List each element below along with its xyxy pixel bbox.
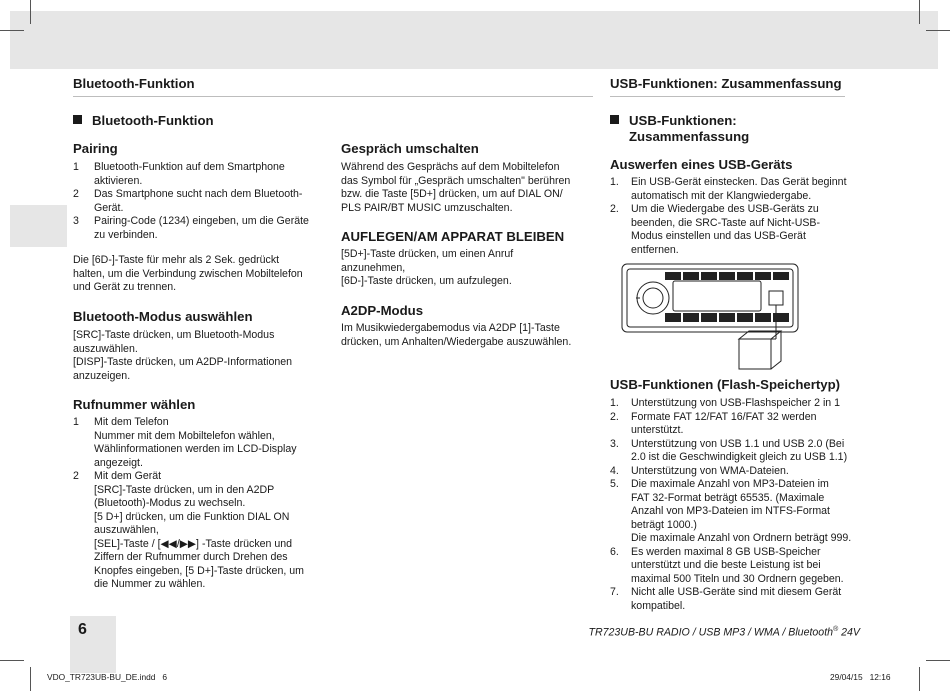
footer-product-title (589, 626, 860, 639)
left-section-rule (73, 96, 593, 97)
item-number: 1 (73, 161, 79, 173)
item-number: 2 (73, 470, 79, 482)
item-number: 5. (610, 478, 619, 490)
lcd-display (673, 281, 761, 311)
item-line: beenden, die SRC-Taste auf Nicht-USB- (631, 216, 821, 229)
list-item (73, 470, 304, 592)
item-line: aktivieren. (94, 174, 143, 187)
crop-mark (919, 667, 920, 691)
text-line: das Symbol für „Gespräch umschalten" berühren (341, 174, 571, 187)
item-line: kompatibel. (631, 599, 686, 612)
list-item (610, 438, 851, 465)
list-item (73, 416, 304, 470)
registered-mark: ® (833, 626, 839, 633)
crop-mark (0, 30, 24, 31)
hangup-title: AUFLEGEN/AM APPARAT BLEIBEN (341, 229, 565, 244)
eject-list (610, 176, 847, 257)
list-item (610, 176, 847, 203)
item-line: (Bluetooth)-Modus zu wechseln. (94, 497, 246, 509)
item-line: Modus einstellen und das USB-Gerät (631, 230, 806, 242)
list-item (610, 465, 851, 479)
radio-usb-illustration (621, 263, 861, 383)
item-line: Mit dem Gerät (94, 470, 162, 482)
item-number: 6. (610, 545, 619, 558)
bottom-button-row (665, 313, 789, 322)
item-line: Knopfes eingeben, [5 D+]-Taste drücken, um (94, 564, 304, 577)
item-line: unterstützt und die beste Leistung ist bei (631, 559, 821, 571)
text-line: [DISP]-Taste drücken, um A2DP-Informationen (73, 356, 293, 368)
item-line: Bluetooth-Funktion auf dem Smartphone (94, 161, 285, 173)
print-slug-datetime: 29/04/15 12:16 (830, 672, 891, 682)
list-item (610, 411, 851, 438)
flash-list (610, 397, 851, 613)
item-number: 2 (73, 188, 79, 200)
dial-title: Rufnummer wählen (73, 397, 196, 412)
item-line: beträgt 1000.) (631, 518, 697, 531)
item-line: Nicht alle USB-Geräte sind mit diesem Gerät (631, 586, 842, 598)
dial-list (73, 416, 304, 592)
item-line: angezeigt. (94, 456, 143, 469)
list-item (610, 203, 847, 257)
text-line: bzw. die Taste [5D+] drücken, um auf DIAL ON/ (341, 188, 563, 200)
left-section-header: Bluetooth-Funktion (73, 76, 195, 91)
item-line: auszuwählen, (94, 524, 159, 536)
header-band (10, 11, 938, 69)
item-number: 1 (73, 416, 79, 428)
bluetooth-mode-title: Bluetooth-Modus auswählen (73, 309, 253, 324)
page-number-box (70, 616, 116, 673)
footer-title-tail: 24V (838, 626, 860, 639)
item-line: Unterstützung von USB 1.1 und USB 2.0 (Bei (631, 437, 845, 450)
text-line: drücken, um Anhalten/Wiedergabe auszuwählen. (341, 335, 572, 348)
note-line: Die [6D-]-Taste für mehr als 2 Sek. gedrückt (73, 254, 280, 266)
text-line: anzunehmen, (341, 261, 406, 274)
item-line: die Nummer zu wählen. (94, 578, 206, 590)
footer-title-main: TR723UB-BU RADIO / USB MP3 / WMA / Bluetooth (588, 626, 834, 639)
text-line: anzuzeigen. (73, 369, 131, 382)
item-line: Formate FAT 12/FAT 16/FAT 32 werden (631, 410, 817, 423)
item-number: 2. (610, 410, 619, 423)
crop-mark (0, 660, 24, 661)
volume-knob-inner (643, 288, 663, 308)
page-number: 6 (78, 621, 87, 638)
crop-mark (30, 0, 31, 24)
item-line: unterstützt. (631, 424, 684, 436)
list-item (610, 478, 851, 546)
text-line: [5D+]-Taste drücken, um einen Anruf (341, 248, 514, 260)
item-line: Das Smartphone sucht nach dem Bluetooth- (94, 188, 303, 200)
item-number: 2. (610, 203, 619, 215)
a2dp-text (341, 322, 571, 349)
item-line: entfernen. (631, 243, 679, 256)
text-line: Im Musikwiedergabemodus via A2DP [1]-Taste (341, 322, 560, 334)
item-number: 3 (73, 215, 79, 227)
item-line: zu verbinden. (94, 228, 158, 241)
side-tab-marker (10, 205, 67, 247)
volume-knob-icon (637, 282, 669, 314)
pairing-note (73, 254, 303, 295)
bluetooth-main-heading (73, 113, 214, 129)
switch-call-text (341, 161, 570, 215)
right-section-rule (610, 96, 845, 97)
flash-title: USB-Funktionen (Flash-Speichertyp) (610, 377, 841, 392)
item-line: Ziffern der Rufnummer durch Drehen des (94, 551, 288, 563)
heading-line: Zusammenfassung (629, 129, 750, 144)
text-line: Während des Gesprächs auf dem Mobiltelefon (341, 161, 560, 173)
item-line: Die maximale Anzahl von Ordnern beträgt 999. (631, 532, 852, 544)
item-line: 2.0 ist die Geschwindigkeit gleich zu USB 1.1) (631, 451, 848, 463)
item-line: Um die Wiedergabe des USB-Geräts zu (631, 203, 819, 215)
list-item (73, 161, 309, 188)
switch-call-title: Gespräch umschalten (341, 141, 479, 156)
item-line: Es werden maximal 8 GB USB-Speicher (631, 545, 821, 558)
usb-stick-body (739, 339, 771, 369)
item-line: Mit dem Telefon (94, 416, 169, 428)
item-number: 7. (610, 586, 619, 598)
eject-title: Auswerfen eines USB-Geräts (610, 157, 793, 172)
item-line: automatisch mit der Klangwiedergabe. (631, 189, 812, 202)
list-item (610, 397, 851, 411)
item-line: Unterstützung von USB-Flashspeicher 2 in 1 (631, 397, 841, 409)
square-bullet-icon (610, 115, 619, 124)
crop-mark (926, 30, 950, 31)
list-item (73, 215, 309, 242)
crop-mark (926, 660, 950, 661)
list-item (610, 586, 851, 613)
item-number: 1. (610, 176, 619, 188)
heading-text (629, 113, 749, 145)
item-line: Anzahl von MP3-Dateien im NTFS-Format (631, 505, 830, 517)
item-line: Ein USB-Gerät einstecken. Das Gerät beginnt (631, 176, 847, 188)
heading-line: USB-Funktionen: (629, 113, 737, 128)
right-section-header: USB-Funktionen: Zusammenfassung (610, 76, 842, 91)
list-item (73, 188, 309, 215)
list-item (610, 546, 851, 587)
item-number: 4. (610, 464, 619, 477)
text-line: [6D-]-Taste drücken, um aufzulegen. (341, 275, 512, 287)
item-line: Pairing-Code (1234) eingeben, um die Geräte (94, 215, 309, 227)
pairing-title: Pairing (73, 141, 118, 156)
text-line: auszuwählen. (73, 342, 138, 355)
note-line: halten, um die Verbindung zwischen Mobiltelefon (73, 267, 303, 280)
square-bullet-icon (73, 115, 82, 124)
usb-main-heading (610, 113, 749, 145)
bluetooth-mode-text (73, 329, 292, 383)
item-line: Unterstützung von WMA-Dateien. (631, 464, 789, 477)
item-line: maximal 500 Titeln und 30 Ordnern gegeben. (631, 572, 844, 585)
item-number: 1. (610, 397, 619, 409)
usb-port (769, 291, 783, 305)
pairing-list (73, 161, 309, 242)
text-line: PLS PAIR/BT MUSIC umzuschalten. (341, 201, 513, 214)
item-line: Wählinformationen werden im LCD-Display (94, 443, 297, 455)
crop-mark (919, 0, 920, 24)
item-line: [5 D+] drücken, um die Funktion DIAL ON (94, 510, 290, 523)
crop-mark (30, 667, 31, 691)
item-line: [SEL]-Taste / [◀◀/▶▶] -Taste drücken und (94, 537, 293, 550)
a2dp-title: A2DP-Modus (341, 303, 424, 318)
text-line: [SRC]-Taste drücken, um Bluetooth-Modus (73, 329, 275, 341)
print-slug-file: VDO_TR723UB-BU_DE.indd 6 (47, 672, 168, 682)
hangup-text (341, 248, 513, 289)
note-line: und Gerät zu trennen. (73, 281, 177, 293)
item-line: [SRC]-Taste drücken, um in den A2DP (94, 483, 275, 496)
top-button-row (665, 272, 789, 280)
item-line: Die maximale Anzahl von MP3-Dateien im (631, 478, 829, 490)
item-number: 3. (610, 437, 619, 450)
heading-text: Bluetooth-Funktion (92, 113, 214, 128)
item-line: Gerät. (94, 201, 124, 214)
item-line: Nummer mit dem Mobiltelefon wählen, (94, 429, 275, 442)
item-line: FAT 32-Format beträgt 65535. (Maximale (631, 491, 825, 504)
